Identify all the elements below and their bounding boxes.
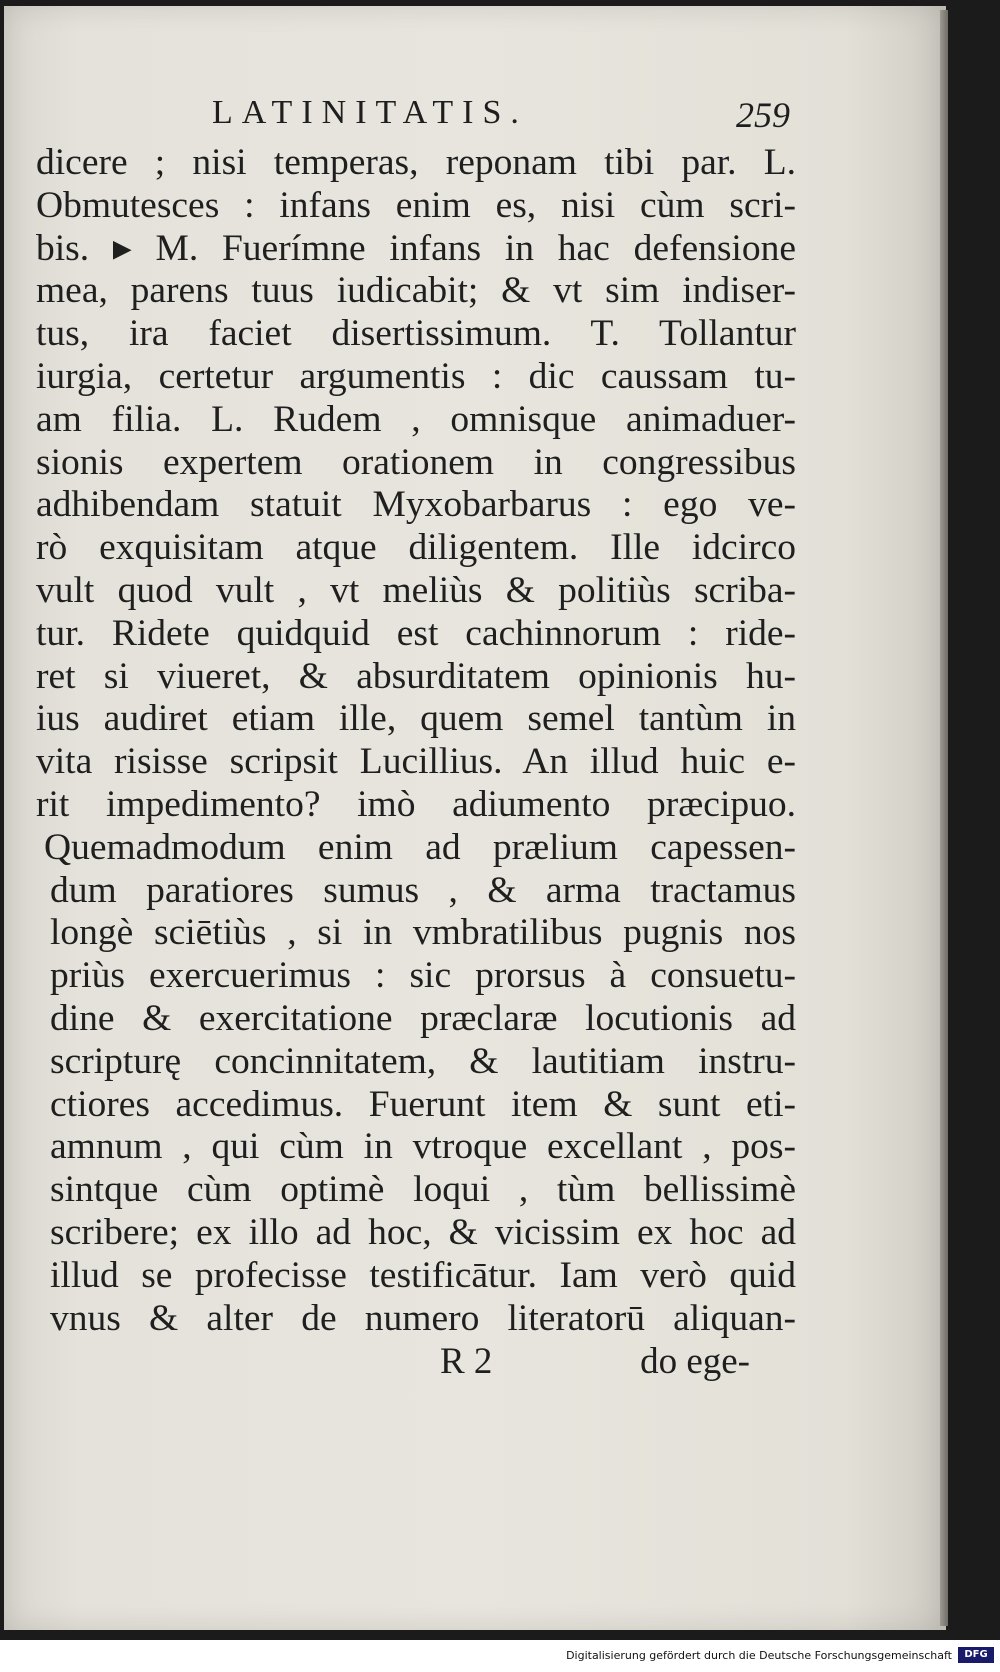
digitization-credit-bar [0,1640,1000,1672]
text-line: dum paratiores sumus , & arma tractamus [50,869,796,911]
text-line: bis. ▸ M. Fuerímne infans in hac defensione [36,227,796,269]
signature-mark: R 2 [440,1341,493,1382]
text-line: tur. Ridete quidquid est cachinnorum : ride- [36,612,796,654]
text-line: vult quod vult , vt meliùs & politiùs scriba- [36,569,796,611]
text-line: vnus & alter de numero literatorū aliquan- [50,1297,796,1339]
text-line: adhibendam statuit Myxobarbarus : ego ve- [36,484,796,526]
text-line: ius audiret etiam ille, quem semel tantùm in [36,698,796,740]
dfg-logo-icon: DFG [958,1647,994,1663]
text-line: tus, ira faciet disertissimum. T. Tollantur [36,313,796,355]
text-line: illud se profecisse testificātur. Iam verò quid [50,1254,796,1296]
page-header [200,92,790,144]
text-line: sionis expertem orationem in congressibus [36,441,796,483]
text-line: scribere; ex illo ad hoc, & vicissim ex hoc ad [50,1211,796,1253]
text-line: am filia. L. Rudem , omnisque animaduer- [36,398,796,440]
text-line: amnum , qui cùm in vtroque excellant , pos- [50,1126,796,1168]
page-number: 259 [736,95,790,135]
text-line: ctiores accedimus. Fuerunt item & sunt eti- [50,1083,796,1125]
body-text [36,142,796,1340]
running-title: LATINITATIS. [212,94,528,131]
text-line: dicere ; nisi temperas, reponam tibi par. L. [36,142,796,183]
page-footer [440,1340,750,1384]
text-line: rit impedimento? imò adiumento præcipuo. [36,783,796,825]
text-line: rò exquisitam atque diligentem. Ille idcirco [36,527,796,569]
text-line: Obmutesces : infans enim es, nisi cùm scri- [36,184,796,226]
text-line: longè sciētiùs , si in vmbratilibus pugnis nos [50,912,796,954]
text-line: ret si viueret, & absurditatem opinionis hu- [36,655,796,697]
page-edge [940,10,948,1626]
catchword: do ege- [640,1341,750,1382]
text-line: scripturę concinnitatem, & lautitiam instru- [50,1040,796,1082]
text-line: priùs exercuerimus : sic prorsus à consuetu- [50,955,796,997]
text-line: dine & exercitatione præclaræ locutionis ad [50,997,796,1039]
credit-text: Digitalisierung gefördert durch die Deutsche Forschungsgemeinschaft [566,1649,952,1662]
text-line: Quemadmodum enim ad prælium capessen- [44,826,796,868]
text-line: vita risisse scripsit Lucillius. An illud huic e- [36,741,796,783]
text-line: iurgia, certetur argumentis : dic caussam tu- [36,355,796,397]
text-line: sintque cùm optimè loqui , tùm bellissimè [50,1169,796,1211]
text-line: mea, parens tuus iudicabit; & vt sim indiser- [36,270,796,312]
